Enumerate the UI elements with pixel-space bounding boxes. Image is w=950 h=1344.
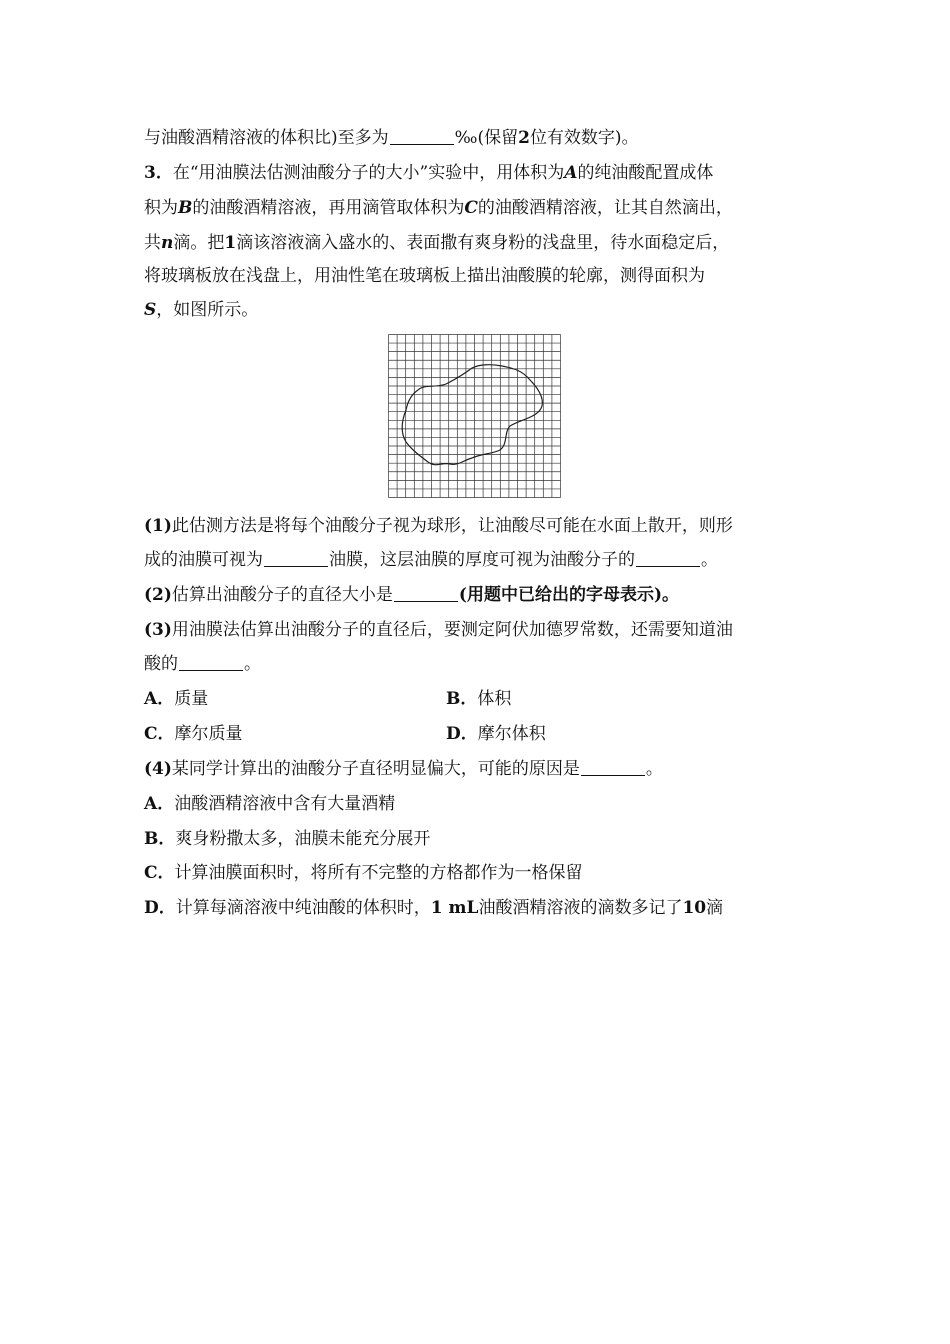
q3-text: ，如图所示。 [156,300,259,320]
q3-text: 滴。把 [173,233,225,253]
sub-label: (4) [144,759,172,779]
q3-line1 [144,161,713,185]
option-letter: A． [144,689,175,709]
option-letter: D． [144,898,176,918]
intro-line [144,126,639,150]
sub2-line [144,583,679,607]
sub2-text: (用题中已给出的字母表示)。 [458,585,680,605]
intro-text-2: ‰(保留 [454,128,519,148]
sub3-text: 用油膜法估算出油酸分子的直径后，要测定阿伏加德罗常数，还需要知道油 [171,620,733,640]
sub-label: (3) [144,620,172,640]
var-B: B [178,198,193,218]
answer-blank[interactable] [390,128,454,145]
intro-text-3: 位有效数字)。 [529,128,639,148]
sub4-text: 某同学计算出的油酸分子直径明显偏大，可能的原因是 [171,759,580,779]
sub3-option-b[interactable] [446,687,511,711]
sub4-text: 。 [645,759,663,779]
sub2-text: 估算出油酸分子的直径大小是 [171,585,393,605]
var-C: C [464,198,478,218]
sub4-option-c[interactable] [144,861,583,885]
q3-text: 的油酸酒精溶液，让其自然滴出， [477,198,733,218]
option-text: 油酸酒精溶液的滴数多记了 [478,898,683,918]
option-text: 计算每滴溶液中纯油酸的体积时， [175,898,431,918]
answer-blank[interactable] [394,585,458,602]
intro-num: 2 [518,128,530,148]
sub4-option-b[interactable] [144,827,430,851]
option-text: 摩尔质量 [174,724,243,744]
q3-text: 滴该溶液滴入盛水的、表面撒有爽身粉的浅盘里，待水面稳定后， [236,233,730,253]
option-text: 爽身粉撒太多，油膜未能充分展开 [175,829,431,849]
sub-label: (2) [144,585,172,605]
option-letter: C． [144,863,175,883]
intro-text: 与油酸酒精溶液的体积比)至多为 [144,128,389,148]
sub4-option-a[interactable] [144,792,395,816]
var-n: n [161,233,174,253]
q3-line4 [144,264,705,288]
option-letter: B． [144,829,176,849]
q3-text: 在“用油膜法估测油酸分子的大小”实验中，用体积为 [172,163,565,183]
option-text: 质量 [174,689,209,709]
option-text: 计算油膜面积时，将所有不完整的方格都作为一格保留 [174,863,583,883]
sub1-text: 油膜，这层油膜的厚度可视为油酸分子的 [329,550,635,570]
q3-num: 1 [224,233,237,253]
option-text: 滴 [706,898,724,918]
oil-film-grid-figure [388,334,561,498]
q3-text: 将玻璃板放在浅盘上，用油性笔在玻璃板上描出油酸膜的轮廓，测得面积为 [144,266,705,286]
answer-blank[interactable] [581,759,645,776]
q3-text: 的油酸酒精溶液，再用滴管取体积为 [192,198,465,218]
option-text: 摩尔体积 [477,724,546,744]
q3-text: 共 [144,233,161,253]
sub1-text: 。 [701,550,718,570]
sub4-line [144,757,663,781]
sub3-line1 [144,618,733,642]
sub4-option-d[interactable] [144,896,723,920]
sub3-line2 [144,652,261,676]
option-num: 1 mL [430,898,479,918]
answer-blank[interactable] [179,654,243,671]
sub3-option-c[interactable] [144,722,243,746]
sub-label: (1) [144,516,172,536]
var-A: A [564,163,578,183]
sub1-line1 [144,514,733,538]
q3-line3 [144,231,729,255]
option-num: 10 [682,898,707,918]
option-letter: C． [144,724,175,744]
sub3-text: 酸的 [144,654,178,674]
option-letter: A． [144,794,175,814]
sub1-text: 成的油膜可视为 [144,550,263,570]
var-S: S [144,300,157,320]
option-letter: B． [446,689,478,709]
sub3-text: 。 [244,654,261,674]
q3-text: 的纯油酸配置成体 [577,163,714,183]
grid-svg [388,334,561,498]
q3-text: 积为 [144,198,178,218]
sub1-text: 此估测方法是将每个油酸分子视为球形，让油酸尽可能在水面上散开，则形 [171,516,733,536]
question-number: 3． [144,163,173,183]
answer-blank[interactable] [636,550,700,567]
sub1-line2 [144,548,718,572]
option-letter: D． [446,724,478,744]
sub3-option-d[interactable] [446,722,546,746]
sub3-option-a[interactable] [144,687,208,711]
answer-blank[interactable] [264,550,328,567]
option-text: 油酸酒精溶液中含有大量酒精 [174,794,396,814]
option-text: 体积 [477,689,512,709]
q3-line2 [144,196,733,220]
q3-line5 [144,298,258,322]
